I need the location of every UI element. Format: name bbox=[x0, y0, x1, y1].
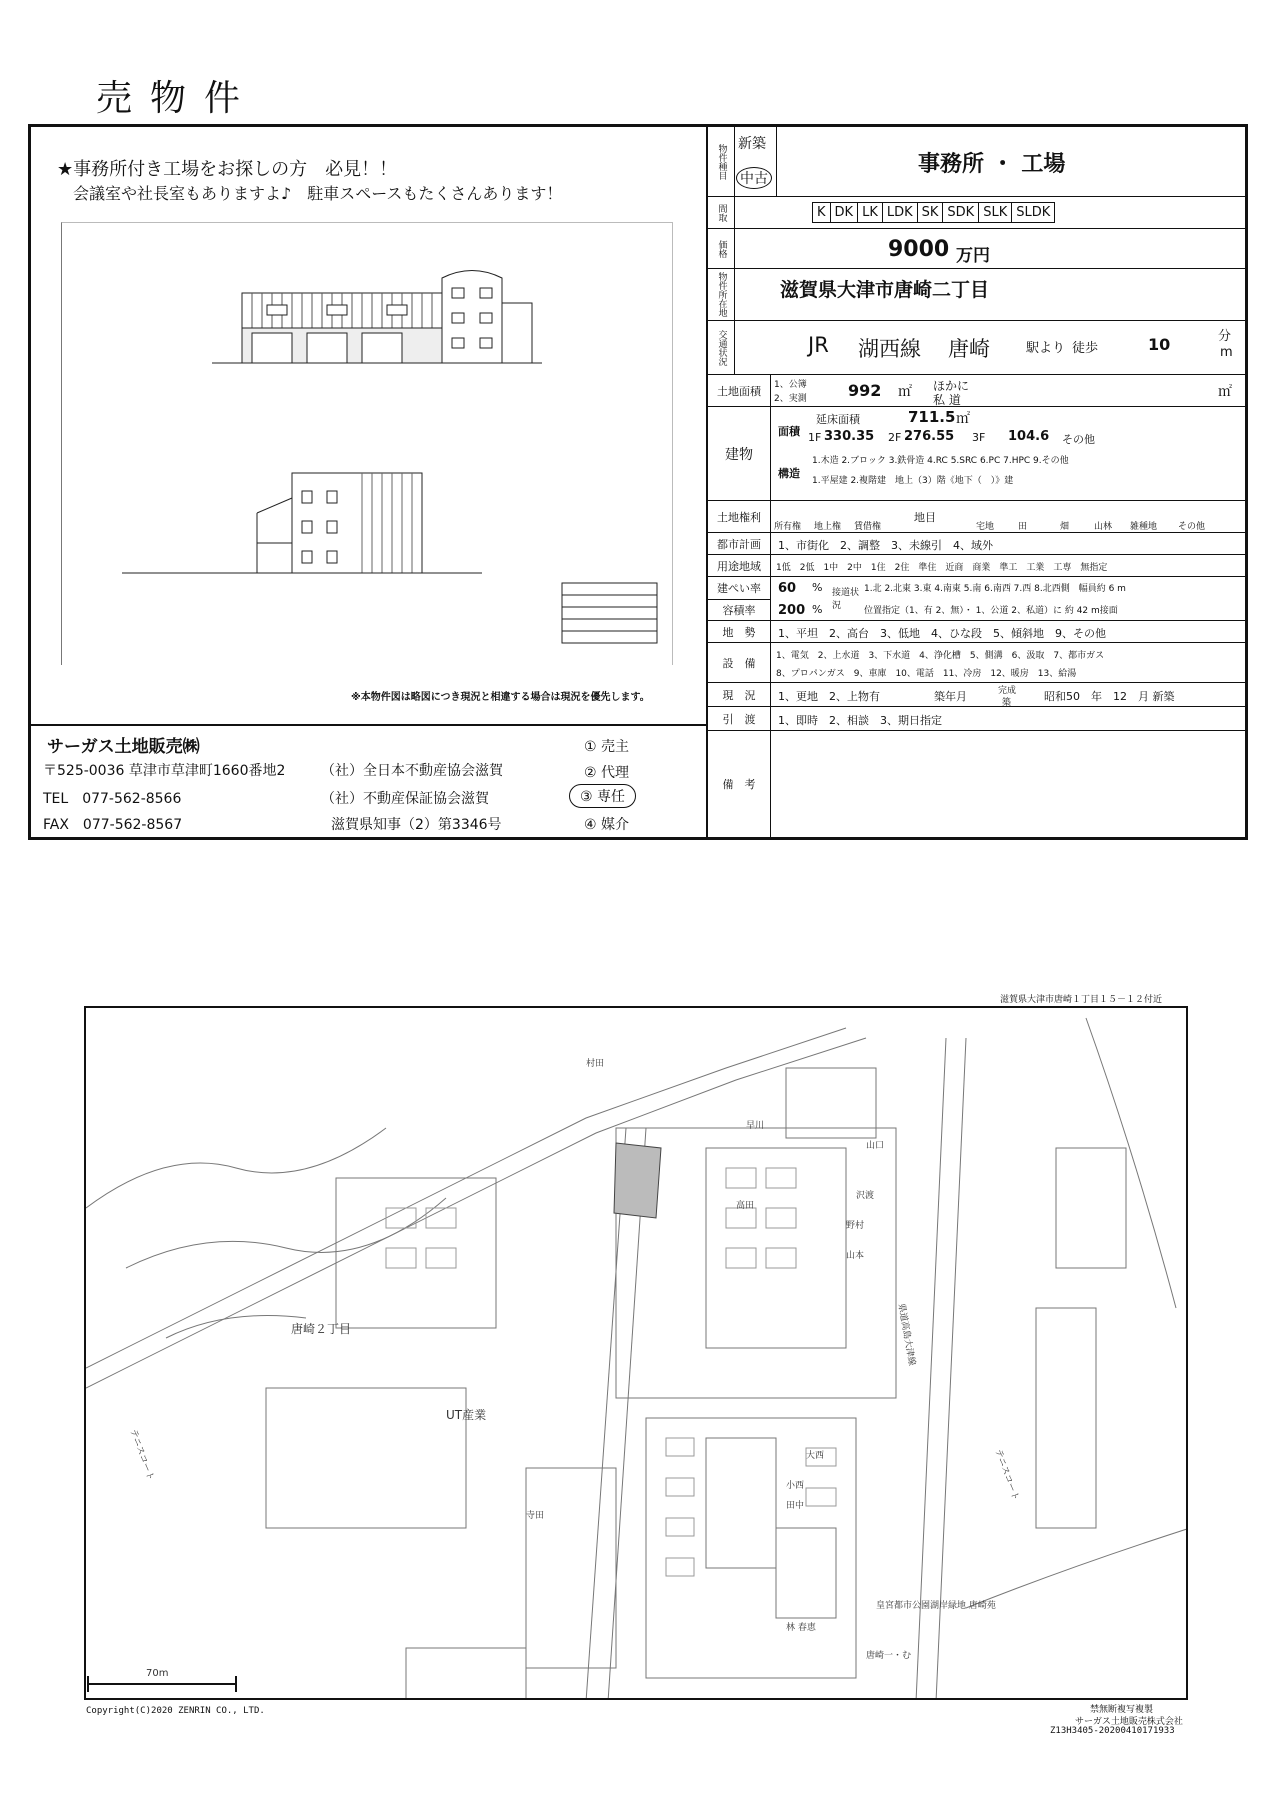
map-notice-1: 禁無断複写複製 bbox=[1090, 1705, 1154, 1715]
row-utilities bbox=[708, 643, 1248, 683]
map-label-prefectural-road: 県道高島大津線 bbox=[895, 1302, 917, 1367]
handover-label: 引 渡 bbox=[708, 707, 771, 730]
chimoku-other: その他 bbox=[1178, 522, 1206, 532]
map-label-karasaki: 唐崎２丁目 bbox=[291, 1322, 352, 1336]
coverage-pct: % bbox=[812, 581, 823, 594]
land-opt-measured: 2、実測 bbox=[774, 394, 807, 404]
map-label-murata: 村田 bbox=[586, 1059, 605, 1069]
status-label: 現 況 bbox=[708, 683, 771, 706]
access-walk: 徒歩 bbox=[1072, 341, 1099, 356]
right-ownership: 所有権 bbox=[774, 522, 802, 532]
road-access-frontage: 位置指定（1、有 2、無）・ 1、公道 2、私道）に 約 42 m接面 bbox=[864, 606, 1118, 616]
land-sqm: ㎡ bbox=[898, 384, 912, 400]
map-label-konishi: 小西 bbox=[786, 1481, 805, 1491]
map-copyright: Copyright(C)2020 ZENRIN CO., LTD. bbox=[86, 1706, 265, 1716]
rights-label: 土地権利 bbox=[708, 501, 771, 532]
utilities-line1: 1、電気 2、上水道 3、下水道 4、浄化槽 5、側溝 6、汲取 7、都市ガス bbox=[776, 651, 1105, 661]
map-label-nomura: 野村 bbox=[846, 1221, 865, 1231]
coverage-label: 建ぺい率 bbox=[708, 577, 771, 600]
road-sqm: ㎡ bbox=[1218, 384, 1232, 400]
map-label-onishi: 大西 bbox=[806, 1451, 825, 1461]
terrain-options: 1、平坦 2、高台 3、低地 4、ひな段 5、傾斜地 9、その他 bbox=[778, 627, 1106, 640]
madori-dk: DK bbox=[830, 202, 859, 223]
map-label-sawatari: 沢渡 bbox=[856, 1191, 875, 1201]
structure-label: 構造 bbox=[778, 467, 800, 480]
madori-sk: SK bbox=[917, 202, 944, 223]
structure-floors: 1.平屋建 2.複階建 地上（3）階《地下（ ）》建 bbox=[812, 476, 1014, 486]
access-line: JR bbox=[808, 333, 829, 357]
building-elevation-svg bbox=[62, 223, 672, 665]
area-label: 面積 bbox=[778, 425, 800, 438]
chimoku-label: 地目 bbox=[914, 511, 936, 524]
road-access-label: 接道状況 bbox=[832, 588, 860, 611]
built-date-label: 築年月 bbox=[934, 690, 967, 703]
far-value: 200 bbox=[778, 603, 806, 618]
map-label-hayashi: 林 春恵 bbox=[786, 1623, 816, 1633]
row-city-plan bbox=[708, 533, 1248, 555]
road-access-direction: 1.北 2.北東 3.東 4.南東 5.南 6.南西 7.西 8.北西側 幅員約 6 m bbox=[864, 584, 1126, 594]
floor-total-sqm: ㎡ bbox=[956, 411, 970, 427]
right-lease: 賃借権 bbox=[854, 522, 882, 532]
floor-other: その他 bbox=[1062, 433, 1095, 446]
property-table bbox=[708, 127, 1248, 837]
chimoku-misc: 雑種地 bbox=[1130, 522, 1158, 532]
structure-materials: 1.木造 2.ブロック 3.鉄骨造 4.RC 5.SRC 6.PC 7.HPC 9.その他 bbox=[812, 456, 1069, 466]
map-label-park: 皇宮都市公園湖岸緑地 唐崎苑 bbox=[876, 1601, 996, 1611]
agent-tel: TEL 077-562-8566 bbox=[43, 791, 182, 807]
madori-label: 間取 bbox=[708, 197, 735, 228]
access-station: 唐崎 bbox=[948, 337, 990, 361]
agent-name: サーガス土地販売㈱ bbox=[47, 737, 200, 757]
building-label: 建物 bbox=[708, 407, 771, 500]
map-label-tennis-2: テニスコート bbox=[992, 1448, 1021, 1502]
f1-label: 1F bbox=[808, 431, 822, 444]
other-road-1: ほかに bbox=[933, 379, 970, 393]
madori-slk: SLK bbox=[978, 202, 1012, 223]
agent-assoc1: （社）全日本不動産協会滋賀 bbox=[321, 763, 503, 779]
agent-address: 〒525-0036 草津市草津町1660番地2 bbox=[43, 763, 286, 779]
zoning-label: 用途地域 bbox=[708, 555, 771, 576]
area-map[interactable] bbox=[84, 1006, 1188, 1700]
map-code: Z13H3405-20200410171933 bbox=[1050, 1726, 1175, 1736]
agent-box bbox=[31, 724, 708, 837]
location-label: 物件所在地 bbox=[708, 269, 735, 320]
chimoku-residential: 宅地 bbox=[976, 522, 995, 532]
type-used-circled: 中古 bbox=[736, 167, 772, 189]
row-madori bbox=[708, 197, 1248, 229]
map-notice-2: サーガス土地販売株式会社 bbox=[1075, 1717, 1183, 1727]
other-road-2: 私 道 bbox=[933, 393, 961, 407]
madori-k: K bbox=[812, 202, 831, 223]
f1-value: 330.35 bbox=[824, 429, 875, 444]
chimoku-field: 畑 bbox=[1060, 522, 1070, 532]
elevation-drawing bbox=[61, 222, 673, 665]
madori-options bbox=[812, 202, 1054, 223]
row-handover bbox=[708, 707, 1248, 731]
row-rights bbox=[708, 501, 1248, 533]
status-options: 1、更地 2、上物有 bbox=[778, 690, 880, 703]
f2-label: 2F bbox=[888, 431, 902, 444]
f3-value: 104.6 bbox=[1008, 429, 1050, 444]
row-location bbox=[708, 269, 1248, 321]
f2-value: 276.55 bbox=[904, 429, 955, 444]
land-opt-public: 1、公簿 bbox=[774, 380, 807, 390]
role-broker: ④ 媒介 bbox=[584, 817, 630, 833]
floor-total-label: 延床面積 bbox=[816, 413, 860, 426]
role-exclusive-selected: ③ 専任 bbox=[569, 784, 636, 808]
map-location-caption: 滋賀県大津市唐崎１丁目１５－１２付近 bbox=[1000, 995, 1163, 1005]
completed-label: 完成 bbox=[998, 686, 1017, 696]
row-access bbox=[708, 321, 1248, 375]
promo-line-1: ★事務所付き工場をお探しの方 必見！！ bbox=[57, 159, 398, 180]
land-area: 992 bbox=[848, 381, 882, 400]
agent-assoc2: （社）不動産保証協会滋賀 bbox=[321, 791, 489, 807]
handover-options: 1、即時 2、相談 3、期日指定 bbox=[778, 714, 942, 727]
price-label: 価格 bbox=[708, 229, 735, 268]
left-pane bbox=[31, 127, 708, 724]
row-zoning bbox=[708, 555, 1248, 577]
row-status bbox=[708, 683, 1248, 707]
remarks-label: 備 考 bbox=[708, 731, 771, 837]
type-name: 事務所 ・ 工場 bbox=[918, 152, 1066, 177]
agent-license: 滋賀県知事（2）第3346号 bbox=[331, 817, 502, 833]
disclaimer-note: ※本物件図は略図につき現況と相違する場合は現況を優先します。 bbox=[351, 692, 650, 703]
far-label: 容積率 bbox=[708, 599, 771, 621]
type-label: 物件種目 bbox=[708, 127, 735, 196]
coverage-value: 60 bbox=[778, 581, 797, 596]
map-label-tanaka: 田中 bbox=[786, 1501, 805, 1511]
location-value: 滋賀県大津市唐崎二丁目 bbox=[780, 279, 990, 301]
terrain-label: 地 勢 bbox=[708, 621, 771, 642]
row-price bbox=[708, 229, 1248, 269]
f3-label: 3F bbox=[972, 431, 986, 444]
price-value: 9000 bbox=[888, 237, 950, 262]
map-label-terada: 寺田 bbox=[526, 1511, 545, 1521]
far-pct: % bbox=[812, 603, 823, 616]
row-building bbox=[708, 407, 1248, 501]
access-unit-m: m bbox=[1220, 345, 1233, 360]
utilities-line2: 8、プロパンガス 9、車庫 10、電話 11、冷房 12、暖房 13、給湯 bbox=[776, 669, 1077, 679]
built-date: 昭和50 年 12 月 新築 bbox=[1044, 690, 1175, 703]
row-terrain bbox=[708, 621, 1248, 643]
city-plan-options: 1、市街化 2、調整 3、未線引 4、域外 bbox=[778, 539, 993, 552]
map-label-bus-stop: 唐崎一・む bbox=[866, 1651, 912, 1661]
map-label-yamaguchi: 山口 bbox=[866, 1141, 885, 1151]
role-seller: ① 売主 bbox=[584, 739, 630, 755]
access-route: 湖西線 bbox=[858, 337, 921, 361]
access-from: 駅より bbox=[1026, 341, 1066, 356]
floor-total-value: 711.5 bbox=[908, 408, 956, 426]
promo-line-2: 会議室や社長室もありますよ♪ 駐車スペースもたくさんあります！ bbox=[73, 184, 563, 203]
access-minutes: 10 bbox=[1148, 335, 1171, 354]
type-new: 新築 bbox=[738, 136, 766, 152]
madori-ldk: LDK bbox=[882, 202, 918, 223]
row-type bbox=[708, 127, 1248, 197]
map-label-hayakawa: 早川 bbox=[746, 1121, 765, 1131]
map-label-yamamoto: 山本 bbox=[846, 1251, 865, 1261]
map-svg bbox=[86, 1008, 1188, 1700]
role-agent: ② 代理 bbox=[584, 765, 630, 781]
chimoku-forest: 山林 bbox=[1094, 522, 1113, 532]
price-unit: 万円 bbox=[956, 246, 990, 266]
access-unit-min: 分 bbox=[1218, 329, 1232, 344]
page-title: 売物件 bbox=[96, 78, 259, 119]
madori-sdk: SDK bbox=[942, 202, 979, 223]
agent-fax: FAX 077-562-8567 bbox=[43, 817, 183, 833]
utilities-label: 設 備 bbox=[708, 643, 771, 682]
map-label-ut: UT産業 bbox=[446, 1408, 487, 1422]
city-plan-label: 都市計画 bbox=[708, 533, 771, 554]
zoning-options: 1低 2低 1中 2中 1住 2住 準住 近商 商業 準工 工業 工専 無指定 bbox=[776, 563, 1108, 573]
chimoku-paddy: 田 bbox=[1018, 522, 1028, 532]
land-label: 土地面積 bbox=[708, 375, 771, 406]
right-surface: 地上権 bbox=[814, 522, 842, 532]
row-remarks bbox=[708, 731, 1248, 837]
row-coverage bbox=[708, 577, 1248, 621]
map-label-takada: 高田 bbox=[736, 1201, 755, 1211]
built-label: 築 bbox=[1002, 698, 1012, 708]
map-scale: 70m bbox=[146, 1668, 169, 1679]
property-sheet bbox=[28, 124, 1248, 840]
row-land bbox=[708, 375, 1248, 407]
madori-sldk: SLDK bbox=[1011, 202, 1055, 223]
access-label: 交通状況 bbox=[708, 321, 735, 374]
madori-lk: LK bbox=[857, 202, 883, 223]
map-label-tennis-1: テニスコート bbox=[127, 1428, 156, 1482]
